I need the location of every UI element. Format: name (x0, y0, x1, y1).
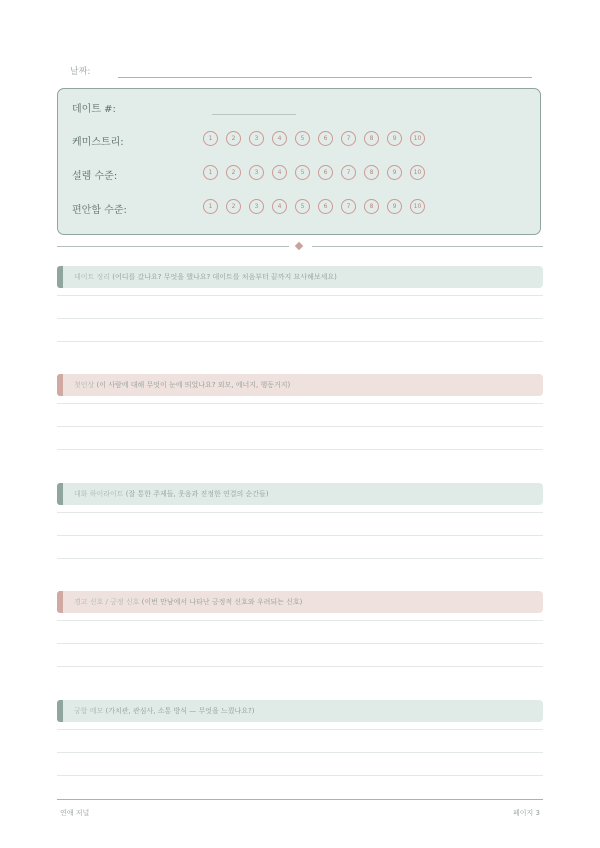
writing-line[interactable] (57, 620, 543, 621)
excitement-label: 설렘 수준: (72, 171, 118, 182)
writing-line[interactable] (57, 666, 543, 667)
section-title: 궁합 메모 (74, 707, 104, 715)
writing-line[interactable] (57, 512, 543, 513)
section-accent-bar (57, 700, 63, 722)
section-accent-bar (57, 266, 63, 288)
rating-circle[interactable]: 8 (364, 131, 379, 146)
section-heading (74, 706, 254, 716)
section-accent-bar (57, 591, 63, 613)
section-accent-bar (57, 483, 63, 505)
section-compatibility-notes (57, 700, 543, 722)
writing-line[interactable] (57, 535, 543, 536)
rating-circle[interactable]: 7 (341, 165, 356, 180)
rating-circle[interactable]: 1 (203, 131, 218, 146)
rating-circle[interactable]: 6 (318, 199, 333, 214)
rating-circle[interactable]: 2 (226, 165, 241, 180)
rating-circle[interactable]: 5 (295, 131, 310, 146)
diamond-ornament-icon (295, 242, 303, 250)
section-hint: (잘 통한 주제들, 웃음과 진정한 연결의 순간들) (125, 490, 269, 498)
rating-circle[interactable]: 7 (341, 199, 356, 214)
rating-circle[interactable]: 9 (387, 165, 402, 180)
section-conversation-highlights (57, 483, 543, 505)
comfort-scale (203, 199, 433, 214)
section-hint: (어디를 갔나요? 무엇을 했나요? 데이트를 처음부터 끝까지 묘사해보세요) (112, 273, 337, 281)
rating-circle[interactable]: 7 (341, 131, 356, 146)
rating-circle[interactable]: 1 (203, 199, 218, 214)
rating-circle[interactable]: 4 (272, 131, 287, 146)
rating-circle[interactable]: 5 (295, 165, 310, 180)
section-heading (74, 489, 269, 499)
rating-circle[interactable]: 1 (203, 165, 218, 180)
rating-circle[interactable]: 6 (318, 131, 333, 146)
date-number-input-line[interactable] (212, 114, 296, 115)
section-title: 대화 하이라이트 (74, 490, 124, 498)
writing-line[interactable] (57, 341, 543, 342)
rating-circle[interactable]: 3 (249, 199, 264, 214)
rating-circle[interactable]: 4 (272, 199, 287, 214)
rating-circle[interactable]: 6 (318, 165, 333, 180)
rating-circle[interactable]: 10 (410, 165, 425, 180)
rating-circle[interactable]: 2 (226, 199, 241, 214)
section-title: 데이트 정리 (74, 273, 111, 281)
section-date-summary (57, 266, 543, 288)
rating-circle[interactable]: 10 (410, 131, 425, 146)
writing-line[interactable] (57, 752, 543, 753)
section-signals (57, 591, 543, 613)
chemistry-scale (203, 131, 433, 146)
chemistry-label: 케미스트리: (72, 137, 124, 148)
section-first-impression (57, 374, 543, 396)
section-hint: (가치관, 관심사, 소통 방식 — 무엇을 느꼈나요?) (105, 707, 255, 715)
section-heading (74, 597, 302, 607)
separator-line (57, 246, 289, 247)
writing-line[interactable] (57, 643, 543, 644)
section-title: 경고 신호 / 긍정 신호 (74, 598, 140, 606)
writing-line[interactable] (57, 295, 543, 296)
rating-circle[interactable]: 2 (226, 131, 241, 146)
section-title: 첫인상 (74, 381, 95, 389)
date-input-line[interactable] (118, 77, 532, 78)
rating-circle[interactable]: 8 (364, 165, 379, 180)
writing-line[interactable] (57, 449, 543, 450)
page-number: 페이지 3 (513, 809, 540, 817)
section-heading (74, 380, 290, 390)
rating-circle[interactable]: 5 (295, 199, 310, 214)
section-hint: (이번 만남에서 나타난 긍정적 신호와 우려되는 신호) (141, 598, 303, 606)
rating-circle[interactable]: 4 (272, 165, 287, 180)
section-heading (74, 272, 337, 282)
excitement-scale (203, 165, 433, 180)
rating-circle[interactable]: 9 (387, 199, 402, 214)
rating-circle[interactable]: 3 (249, 131, 264, 146)
date-number-label: 데이트 #: (72, 104, 116, 115)
section-accent-bar (57, 374, 63, 396)
writing-line[interactable] (57, 558, 543, 559)
rating-circle[interactable]: 3 (249, 165, 264, 180)
writing-line[interactable] (57, 775, 543, 776)
comfort-label: 편안함 수준: (72, 205, 127, 216)
separator-line (312, 246, 543, 247)
rating-circle[interactable]: 10 (410, 199, 425, 214)
rating-circle[interactable]: 8 (364, 199, 379, 214)
date-label: 날짜: (70, 67, 91, 77)
footer-journal-title: 연애 저널 (60, 809, 90, 817)
writing-line[interactable] (57, 426, 543, 427)
writing-line[interactable] (57, 318, 543, 319)
writing-line[interactable] (57, 729, 543, 730)
section-hint: (이 사람에 대해 무엇이 눈에 띄었나요? 외모, 에너지, 행동거지) (96, 381, 291, 389)
footer-divider (57, 799, 543, 800)
rating-circle[interactable]: 9 (387, 131, 402, 146)
writing-line[interactable] (57, 403, 543, 404)
